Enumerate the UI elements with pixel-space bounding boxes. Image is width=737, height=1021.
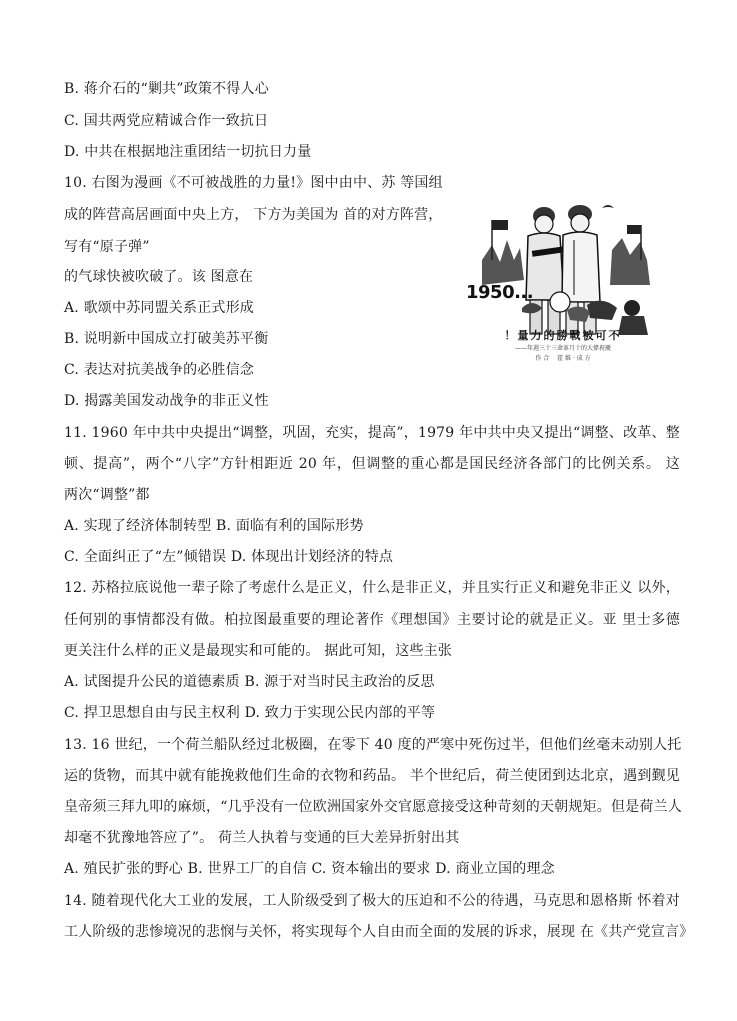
question-10-line-1: 10. 右图为漫画《不可被战胜的力量!》图中由中、苏 等国组	[64, 175, 443, 191]
question-10-line-3: 写有“原子弹”	[64, 239, 150, 255]
option-9b: B. 蒋介石的“剿共”政策不得人心	[64, 81, 269, 97]
option-9c: C. 国共两党应精诚合作一致抗日	[64, 113, 269, 129]
option-10d: D. 揭露美国发动战争的非正义性	[64, 393, 269, 409]
question-12-line-1: 12. 苏格拉底说他一辈子除了考虑什么是正义，什么是非正义，并且实行正义和避免非正义 以外，	[64, 580, 680, 596]
question-11-line-2: 顿、提高”，两个“八字”方针相距近 20 年，但调整的重心都是国民经济各部门的比例关系。 这	[64, 456, 680, 472]
question-13-line-1: 13. 16 世纪，一个荷兰船队经过北极圈，在零下 40 度的严寒中死伤过半，但他们丝毫未动别人托	[64, 737, 682, 753]
cartoon-credit: 作 合 霍 維 · 成 方	[535, 355, 591, 362]
option-9d: D. 中共在根据地注重团结一切抗日力量	[64, 144, 312, 160]
question-14-line-1: 14. 随着现代化大工业的发展，工人阶级受到了极大的压迫和不公的待遇，马克思和恩格斯 怀着对	[64, 893, 680, 909]
question-13-line-3: 皇帝须三拜九叩的麻烦，“几乎没有一位欧洲国家外交官愿意接受这种苛刻的天朝规矩。但是荷兰人	[64, 799, 682, 815]
cartoon-caption: ！量力的勝戰被可不	[504, 329, 622, 342]
question-12-line-3: 更关注什么样的正义是最现实和可能的。 据此可知，这些主张	[64, 643, 453, 659]
option-10a: A. 歌颂中苏同盟关系正式形成	[64, 300, 255, 316]
cartoon-year-text: 1950...	[466, 282, 534, 303]
option-13abcd: A. 殖民扩张的野心 B. 世界工厂的自信 C. 资本输出的要求 D. 商业立国的理念	[64, 861, 555, 877]
question-11-line-1: 11. 1960 年中共中央提出“调整，巩固，充实，提高”，1979 年中共中央又提出“调整、改革、整	[64, 425, 680, 441]
cartoon-subcaption: ——年週三十三命革月十的大偉祝慶	[514, 345, 611, 352]
option-11ab: A. 实现了经济体制转型 B. 面临有利的国际形势	[64, 518, 364, 534]
option-12ab: A. 试图提升公民的道德素质 B. 源于对当时民主政治的反思	[64, 674, 435, 690]
question-12-line-2: 任何别的事情都没有做。柏拉图最重要的理论著作《理想国》主要讨论的就是正义。亚 里士多德	[64, 612, 680, 628]
question-10-line-4: 的气球快被吹破了。该 图意在	[64, 269, 254, 285]
question-10-line-2: 成的阵营高居画面中央上方， 下方为美国为 首的对方阵营，	[64, 207, 443, 223]
option-12cd: C. 捍卫思想自由与民主权利 D. 致力于实现公民内部的平等	[64, 705, 436, 721]
question-13-line-4: 却毫不犹豫地答应了”。 荷兰人执着与变通的巨大差异折射出其	[64, 830, 460, 846]
question-11-line-3: 两次“调整”都	[64, 487, 150, 503]
question-13-line-2: 运的货物，而其中就有能挽救他们生命的衣物和药品。 半个世纪后，荷兰使团到达北京，遇到觐见	[64, 768, 680, 784]
question-14-line-2: 工人阶级的悲惨境况的悲悯与关怀，将实现每个人自由而全面的发展的诉求，展现 在《共产党宣言》	[64, 924, 694, 940]
option-10c: C. 表达对抗美战争的必胜信念	[64, 362, 255, 378]
option-10b: B. 说明新中国成立打破美苏平衡	[64, 331, 269, 347]
option-11cd: C. 全面纠正了“左”倾错误 D. 体现出计划经济的特点	[64, 549, 394, 565]
